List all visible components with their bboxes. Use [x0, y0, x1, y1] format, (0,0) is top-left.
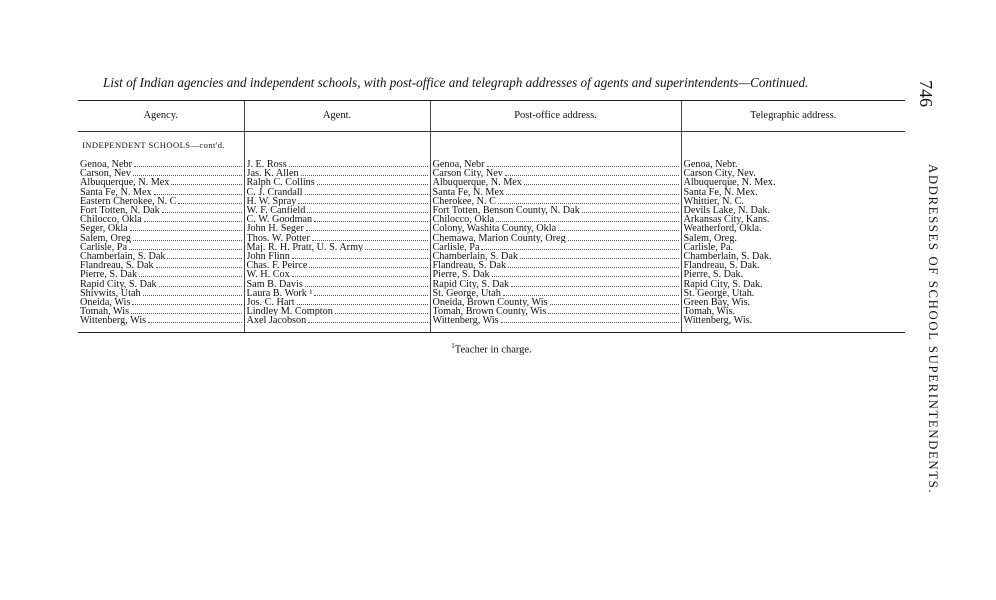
telegraph-cell [681, 316, 905, 332]
post-office-cell-text: Rapid City, S. Dak [432, 279, 510, 289]
dot-leader [492, 275, 679, 277]
dot-leader [520, 257, 679, 259]
agency-cell-text: Pierre, S. Dak [80, 270, 138, 280]
agent-cell [244, 169, 430, 178]
dot-leader [178, 202, 241, 204]
dot-leader [308, 321, 427, 323]
agent-cell-text: W. H. Cox [246, 270, 290, 280]
post-office-cell [430, 169, 681, 178]
agency-cell [78, 197, 244, 206]
telegraph-cell-text: Green Bay, Wis. [683, 297, 751, 309]
dot-leader [498, 202, 679, 204]
post-office-cell-text: Colony, Washita County, Okla [432, 224, 557, 234]
telegraph-cell-text: Flandreau, S. Dak. [683, 260, 760, 272]
post-office-cell-text: Tomah, Brown County, Wis [432, 307, 547, 317]
dot-leader [305, 285, 428, 287]
dot-leader [487, 165, 679, 167]
agency-cell-text: Fort Totten, N. Dak [80, 206, 160, 216]
dot-leader [154, 193, 242, 195]
post-office-cell-text: Carson City, Nev [432, 169, 503, 179]
table-row [78, 206, 905, 215]
agent-cell [244, 261, 430, 270]
agency-cell-text: Carson, Nev [80, 169, 131, 179]
table-row [78, 197, 905, 206]
dot-leader [335, 312, 428, 314]
table-row [78, 178, 905, 187]
agency-cell-text: Genoa, Nebr [80, 160, 133, 170]
agency-cell-text: Wittenberg, Wis [80, 316, 147, 326]
post-office-cell-text: Pierre, S. Dak [432, 270, 490, 280]
table-row [78, 298, 905, 307]
post-office-cell [430, 307, 681, 316]
agent-cell-text: Maj. R. H. Pratt, U. S. Army [246, 242, 364, 253]
agent-cell-text: John H. Seger [246, 224, 304, 234]
agency-cell-text: Santa Fe, N. Mex [80, 187, 152, 197]
table-row [78, 169, 905, 178]
dot-leader [314, 220, 427, 222]
agent-cell [244, 215, 430, 224]
dot-leader [550, 303, 679, 305]
agent-cell [244, 270, 430, 279]
telegraph-cell-text: Arkansas City, Kans. [683, 214, 770, 226]
agency-cell-text: Chilocco, Okla [80, 215, 142, 225]
telegraph-cell-text: Carlisle, Pa. [683, 241, 734, 253]
dot-leader [511, 285, 678, 287]
post-office-cell [430, 160, 681, 169]
telegraph-cell-text: Weatherford, Okla. [683, 223, 762, 235]
telegraph-cell-text: Carson City, Nev. [683, 168, 756, 180]
table-row [78, 215, 905, 224]
agency-cell-text: Chamberlain, S. Dak [80, 252, 166, 262]
running-head: ADDRESSES OF SCHOOL SUPERINTENDENTS. [926, 164, 940, 495]
agent-cell-text: Ralph C. Collins [246, 178, 315, 188]
dot-leader [292, 275, 428, 277]
header-telegraphic-address: Telegraphic address. [681, 101, 905, 132]
agency-cell-text: Carlisle, Pa [80, 242, 127, 253]
post-office-cell [430, 261, 681, 270]
post-office-cell [430, 215, 681, 224]
agency-table [78, 100, 905, 333]
dot-leader [524, 183, 679, 185]
dot-leader [582, 211, 679, 213]
agent-cell-text: C. W. Goodman [246, 215, 313, 225]
agent-cell-text: Jos. C. Hart [246, 298, 295, 308]
post-office-cell [430, 280, 681, 289]
telegraph-cell-text: Pierre, S. Dak. [683, 269, 744, 281]
table-row [78, 252, 905, 261]
dot-leader [132, 303, 241, 305]
dot-leader [292, 257, 428, 259]
footnote-mark: 1 [451, 342, 455, 350]
agent-cell-text: H. W. Spray [246, 196, 297, 207]
agency-cell [78, 178, 244, 187]
agent-cell [244, 316, 430, 332]
dot-leader [503, 294, 679, 296]
dot-leader [312, 239, 428, 241]
table-row [78, 270, 905, 279]
agent-cell-text: C. J. Crandall [246, 187, 303, 197]
table-row [78, 280, 905, 289]
agency-cell-text: Tomah, Wis [80, 307, 130, 317]
agency-cell [78, 316, 244, 332]
agent-cell-text: Chas. F. Peirce [246, 261, 308, 271]
table-row [78, 224, 905, 233]
header-agency: Agency. [78, 101, 244, 132]
dot-leader [289, 165, 428, 167]
post-office-cell-text: St. George, Utah [432, 288, 501, 299]
agency-cell [78, 252, 244, 261]
agent-cell [244, 243, 430, 252]
dot-leader [144, 220, 242, 222]
agency-table-container [78, 100, 905, 356]
agent-cell [244, 206, 430, 215]
table-row [78, 316, 905, 332]
agency-cell-text: Flandreau, S. Dak [80, 261, 154, 271]
table-row [78, 160, 905, 169]
footnote-text: Teacher in charge. [454, 344, 532, 356]
agent-cell-text: Thos. W. Potter [246, 233, 310, 243]
agent-cell-text: J. E. Ross [246, 160, 287, 170]
agency-cell [78, 188, 244, 197]
post-office-cell-text: Chamberlain, S. Dak [432, 252, 518, 262]
agent-cell-text: Laura B. Work ¹ [246, 288, 313, 299]
dot-leader [134, 165, 241, 167]
dot-leader [496, 220, 678, 222]
agent-cell [244, 188, 430, 197]
agent-cell-text: Axel Jacobson [246, 316, 307, 326]
agent-cell [244, 298, 430, 307]
agent-cell [244, 224, 430, 233]
post-office-cell [430, 197, 681, 206]
agency-cell [78, 307, 244, 316]
agency-cell [78, 298, 244, 307]
dot-leader [568, 239, 679, 241]
agent-cell [244, 234, 430, 243]
agency-cell [78, 270, 244, 279]
agency-cell-text: Salem, Oreg [80, 233, 131, 243]
post-office-cell [430, 224, 681, 233]
dot-leader [314, 294, 427, 296]
dot-leader [148, 321, 241, 323]
post-office-cell-text: Cherokee, N. C [432, 196, 496, 207]
dot-leader [501, 321, 679, 323]
agency-cell-text: Rapid City, S. Dak [80, 279, 157, 289]
agency-cell-text: Eastern Cherokee, N. C [80, 196, 177, 207]
telegraph-cell-text: Wittenberg, Wis. [683, 315, 753, 327]
post-office-cell-text: Oneida, Brown County, Wis [432, 298, 548, 308]
header-agent: Agent. [244, 101, 430, 132]
post-office-cell [430, 289, 681, 298]
post-office-cell-text: Chilocco, Okla [432, 215, 495, 225]
telegraph-cell-text: Devils Lake, N. Dak. [683, 205, 771, 217]
post-office-cell-text: Wittenberg, Wis [432, 316, 499, 326]
post-office-cell-text: Fort Totten, Benson County, N. Dak [432, 206, 580, 216]
dot-leader [133, 174, 242, 176]
telegraph-cell-text: Santa Fe, N. Mex. [683, 186, 758, 198]
agent-cell-text: Lindley M. Compton [246, 307, 333, 317]
dot-leader [297, 303, 428, 305]
agency-cell [78, 169, 244, 178]
dot-leader [508, 266, 678, 268]
dot-leader [159, 285, 242, 287]
table-row [78, 307, 905, 316]
dot-leader [309, 266, 427, 268]
page-title: List of Indian agencies and independent schools, with post-office and telegraph addresses of agents and superintendents—Continued. [103, 75, 809, 90]
telegraph-cell-text: Tomah, Wis. [683, 306, 736, 318]
telegraph-cell-text: Genoa, Nebr. [683, 159, 738, 170]
agency-cell-text: Seger, Okla [80, 224, 128, 234]
header-row [78, 101, 905, 132]
post-office-cell [430, 243, 681, 252]
dot-leader [298, 202, 427, 204]
post-office-cell [430, 188, 681, 197]
dot-leader [548, 312, 678, 314]
dot-leader [301, 174, 428, 176]
dot-leader [481, 248, 678, 250]
telegraph-cell-text: Whittier, N. C. [683, 195, 744, 207]
dot-leader [156, 266, 242, 268]
agency-cell [78, 280, 244, 289]
telegraph-cell-text: Albuquerque, N. Mex. [683, 177, 776, 189]
agent-cell [244, 280, 430, 289]
dot-leader [305, 193, 428, 195]
agency-cell-text: Albuquerque, N. Mex [80, 178, 170, 188]
agency-cell [78, 261, 244, 270]
agent-cell-text: W. F. Canfield [246, 206, 306, 216]
dot-leader [317, 183, 428, 185]
telegraph-cell-text: Chamberlain, S. Dak. [683, 251, 772, 263]
section-row [78, 132, 905, 161]
agency-cell [78, 234, 244, 243]
header-post-office-address: Post-office address. [430, 101, 681, 132]
post-office-cell-text: Flandreau, S. Dak [432, 261, 507, 271]
dot-leader [365, 248, 427, 250]
dot-leader [129, 248, 242, 250]
telegraph-cell-text: St. George, Utah. [683, 287, 755, 299]
post-office-cell-text: Carlisle, Pa [432, 242, 480, 253]
agency-cell-text: Shivwits, Utah [80, 288, 141, 299]
table-row [78, 243, 905, 252]
agent-cell [244, 160, 430, 169]
dot-leader [171, 183, 241, 185]
agency-cell [78, 289, 244, 298]
dot-leader [162, 211, 242, 213]
post-office-cell-text: Albuquerque, N. Mex [432, 178, 522, 188]
post-office-cell [430, 316, 681, 332]
dot-leader [307, 211, 427, 213]
post-office-cell [430, 206, 681, 215]
table-row [78, 261, 905, 270]
page-number: 746 [916, 80, 936, 107]
dot-leader [131, 312, 241, 314]
footnote [78, 342, 905, 356]
dot-leader [130, 229, 242, 231]
post-office-cell [430, 298, 681, 307]
table-body [78, 132, 905, 333]
post-office-cell-text: Genoa, Nebr [432, 160, 485, 170]
agent-cell [244, 197, 430, 206]
agent-cell [244, 289, 430, 298]
agency-cell [78, 206, 244, 215]
agent-cell [244, 307, 430, 316]
table-row [78, 289, 905, 298]
agency-cell [78, 243, 244, 252]
section-label: INDEPENDENT SCHOOLS—cont'd. [82, 140, 226, 151]
agency-cell [78, 215, 244, 224]
dot-leader [558, 229, 678, 231]
dot-leader [506, 193, 678, 195]
post-office-cell [430, 178, 681, 187]
dot-leader [133, 239, 242, 241]
agency-cell [78, 160, 244, 169]
dot-leader [139, 275, 241, 277]
table-row [78, 188, 905, 197]
post-office-cell [430, 270, 681, 279]
dot-leader [306, 229, 428, 231]
post-office-cell [430, 252, 681, 261]
dot-leader [505, 174, 679, 176]
agent-cell-text: Jas. K. Allen [246, 169, 299, 179]
agent-cell [244, 178, 430, 187]
telegraph-cell-text: Salem, Oreg. [683, 232, 737, 244]
agency-cell-text: Oneida, Wis [80, 298, 131, 308]
dot-leader [143, 294, 242, 296]
telegraph-cell-text: Rapid City, S. Dak. [683, 278, 763, 290]
post-office-cell-text: Santa Fe, N. Mex [432, 187, 505, 197]
agent-cell [244, 252, 430, 261]
dot-leader [167, 257, 241, 259]
table-row [78, 234, 905, 243]
agent-cell-text: Sam B. Davis [246, 279, 303, 289]
post-office-cell-text: Chemawa, Marion County, Oreg [432, 233, 566, 243]
agency-cell [78, 224, 244, 233]
post-office-cell [430, 234, 681, 243]
agent-cell-text: John Flinn [246, 252, 290, 262]
